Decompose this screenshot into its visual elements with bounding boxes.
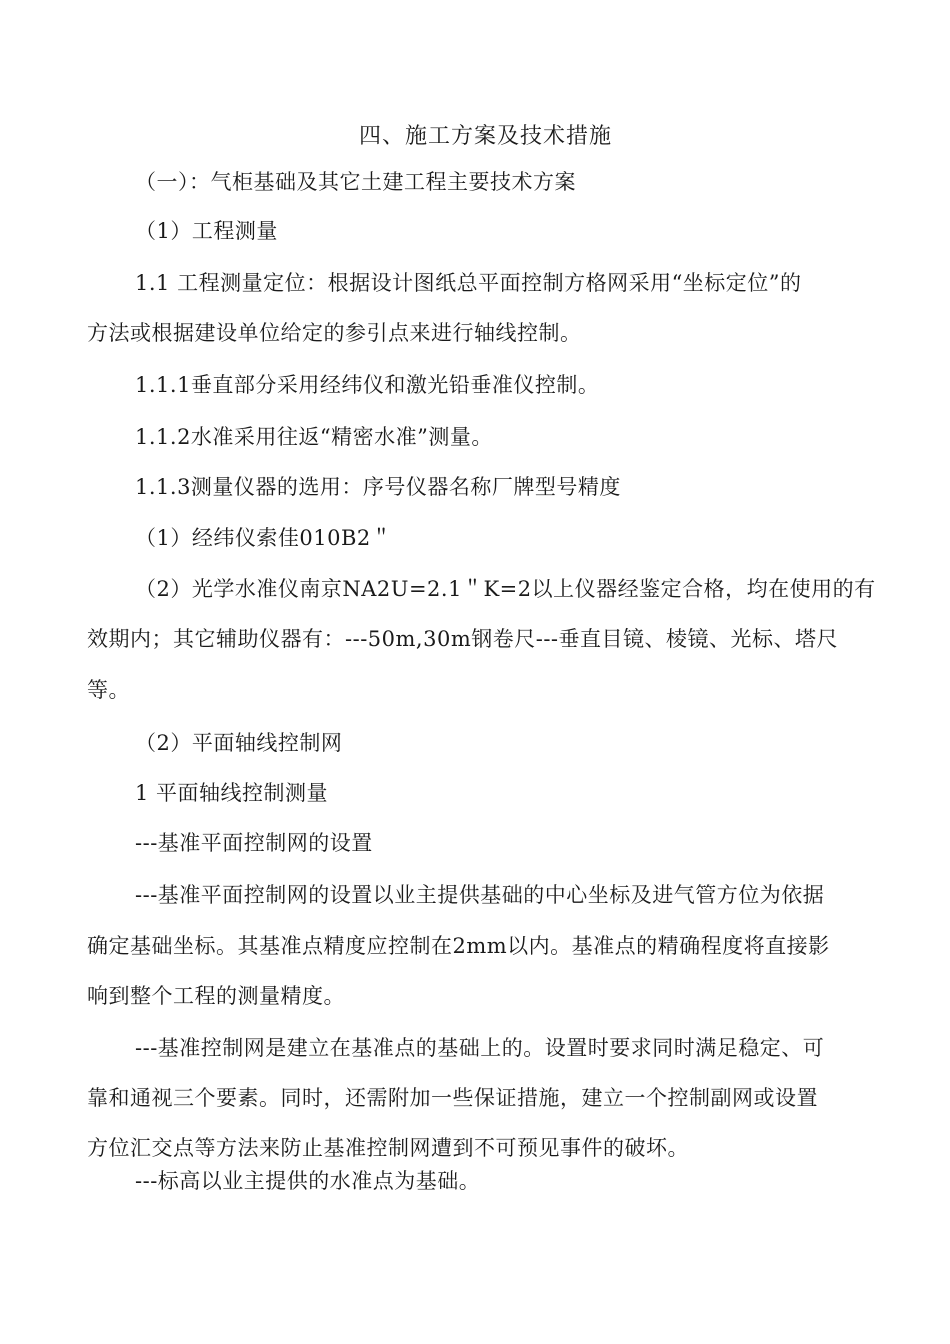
- paragraph-line: 1 平面轴线控制测量: [135, 781, 329, 805]
- paragraph-line: 1.1 工程测量定位：根据设计图纸总平面控制方格网采用“坐标定位”的: [135, 271, 802, 295]
- paragraph-line: 方位汇交点等方法来防止基准控制网遭到不可预见事件的破坏。: [87, 1136, 689, 1160]
- paragraph-line: ---基准平面控制网的设置: [135, 831, 373, 855]
- paragraph-line: 1.1.1垂直部分采用经纬仪和激光铅垂准仪控制。: [135, 373, 600, 397]
- paragraph-line: 效期内；其它辅助仪器有：---50m,30m钢卷尺---垂直目镜、棱镜、光标、塔尺: [87, 627, 839, 651]
- paragraph-line: ---基准控制网是建立在基准点的基础上的。设置时要求同时满足稳定、可: [135, 1036, 825, 1060]
- subsection-heading: （2）平面轴线控制网: [135, 731, 343, 755]
- paragraph-line: 靠和通视三个要素。同时，还需附加一些保证措施，建立一个控制副网或设置: [87, 1086, 818, 1110]
- section-heading: （一）：气柜基础及其它土建工程主要技术方案: [135, 170, 576, 194]
- section-title: 四、施工方案及技术措施: [359, 124, 613, 149]
- paragraph-line: ---标高以业主提供的水准点为基础。: [135, 1169, 481, 1193]
- list-item: （2）光学水准仪南京NA2U=2.1＂K=2以上仪器经鉴定合格，均在使用的有: [135, 577, 876, 601]
- paragraph-line: 方法或根据建设单位给定的参引点来进行轴线控制。: [87, 321, 582, 345]
- list-item: （1）经纬仪索佳010B2＂: [135, 526, 393, 550]
- paragraph-line: 1.1.3测量仪器的选用：序号仪器名称厂牌型号精度: [135, 475, 621, 499]
- paragraph-line: 等。: [87, 678, 130, 702]
- subsection-heading: （1）工程测量: [135, 219, 278, 243]
- paragraph-line: 确定基础坐标。其基准点精度应控制在2mm以内。基准点的精确程度将直接影: [87, 934, 830, 958]
- paragraph-line: 响到整个工程的测量精度。: [87, 984, 345, 1008]
- paragraph-line: ---基准平面控制网的设置以业主提供基础的中心坐标及进气管方位为依据: [135, 883, 825, 907]
- paragraph-line: 1.1.2水准采用往返“精密水准”测量。: [135, 425, 493, 449]
